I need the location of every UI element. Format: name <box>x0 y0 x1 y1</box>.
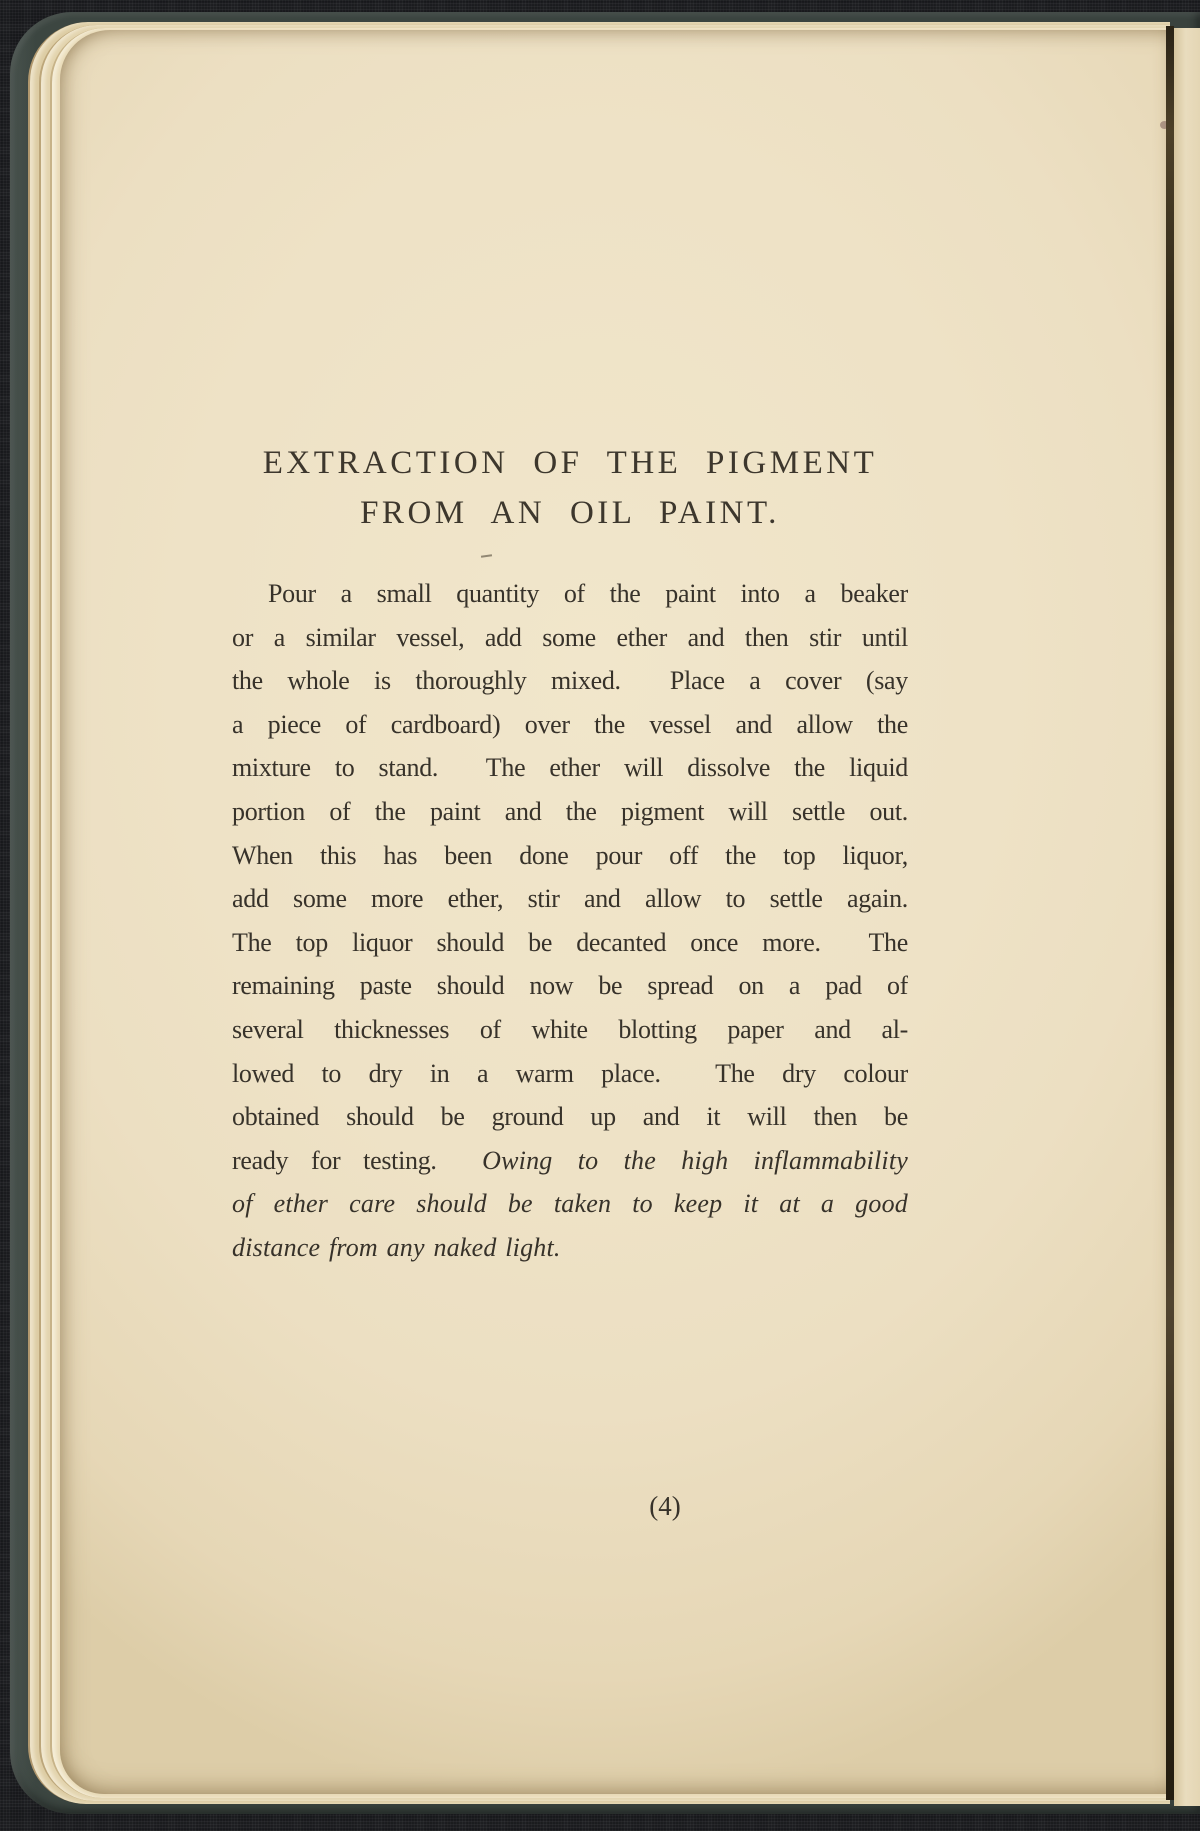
print-artifact <box>481 554 492 558</box>
body-text-italic-segment: distance from any naked light. <box>232 1232 561 1262</box>
body-text-italic-segment: Owing to the high inflammability <box>482 1145 908 1175</box>
body-text-line <box>232 921 908 965</box>
body-text-italic-segment: of ether care should be taken to keep it at a good <box>232 1189 908 1219</box>
page-gutter-shadow <box>1166 26 1174 1800</box>
body-text-segment: obtained should be ground up and it will then be <box>232 1102 908 1132</box>
body-text-line <box>232 616 908 660</box>
body-text-line <box>232 834 908 878</box>
body-text-line <box>232 790 908 834</box>
body-text <box>232 572 908 1270</box>
body-text-segment: add some more ether, stir and allow to settle again. <box>232 884 908 914</box>
body-text-line <box>232 1139 908 1183</box>
body-text-line <box>232 746 908 790</box>
page-title-line1: EXTRACTION OF THE PIGMENT <box>262 445 878 481</box>
body-text-line <box>232 1008 908 1052</box>
book-page <box>60 30 1167 1794</box>
body-text-segment: mixture to stand. The ether will dissolve the liquid <box>232 753 908 783</box>
page-number: (4) <box>649 1491 681 1521</box>
body-text-segment: ready for testing. <box>232 1145 483 1175</box>
body-text-line <box>232 703 908 747</box>
body-text-segment: a piece of cardboard) over the vessel and allow the <box>232 709 908 739</box>
body-text-line <box>232 1182 908 1226</box>
body-text-segment: the whole is thoroughly mixed. Place a cover (say <box>232 666 908 696</box>
body-text-line <box>232 964 908 1008</box>
adjacent-page-edge <box>1174 28 1200 1806</box>
body-text-line <box>232 1052 908 1096</box>
body-text-line <box>232 1226 908 1270</box>
body-text-segment: Pour a small quantity of the paint into a beaker <box>268 579 908 608</box>
body-text-line <box>232 877 908 921</box>
body-text-segment: The top liquor should be decanted once more. The <box>232 927 908 957</box>
body-text-segment: When this has been done pour off the top liquor, <box>232 840 908 870</box>
body-text-line <box>232 659 908 703</box>
body-text-line <box>232 1095 908 1139</box>
body-text-segment: portion of the paint and the pigment will settle out. <box>232 796 908 826</box>
body-text-segment: lowed to dry in a warm place. The dry colour <box>232 1058 908 1088</box>
body-text-segment: remaining paste should now be spread on a pad of <box>232 971 908 1001</box>
body-text-segment: several thicknesses of white blotting paper and al- <box>232 1014 908 1044</box>
page-title-line2: FROM AN OIL PAINT. <box>360 495 780 531</box>
body-text-line <box>232 572 908 616</box>
body-text-segment: or a similar vessel, add some ether and then stir until <box>232 622 908 652</box>
